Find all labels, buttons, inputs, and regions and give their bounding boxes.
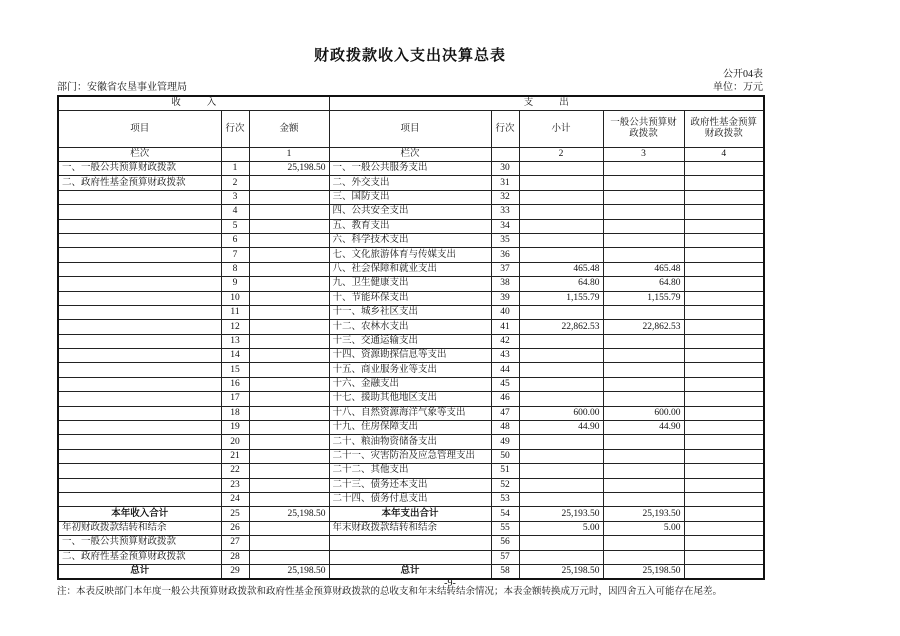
income-amount-cell [249, 392, 329, 406]
fiscal-appropriation-table [57, 95, 765, 580]
income-item-cell [58, 363, 221, 377]
exp-item-cell: 十五、商业服务业等支出 [329, 363, 491, 377]
income-item-cell: 二、政府性基金预算财政拨款 [58, 550, 221, 564]
exp-rowno-cell: 31 [491, 176, 519, 190]
exp-item-cell: 五、教育支出 [329, 219, 491, 233]
exp-rowno-cell: 58 [491, 564, 519, 579]
exp-subtotal-cell [519, 349, 603, 363]
income-amount-cell [249, 233, 329, 247]
income-amount-cell [249, 277, 329, 291]
exp-general-cell: 1,155.79 [603, 291, 684, 305]
income-item-cell: 总计 [58, 564, 221, 579]
exp-general-cell [603, 550, 684, 564]
col-header-income-rowno: 行次 [221, 111, 249, 148]
income-rowno-cell: 24 [221, 492, 249, 506]
exp-subtotal-cell: 600.00 [519, 406, 603, 420]
income-rowno-cell: 20 [221, 435, 249, 449]
footnote: 注：本表反映部门本年度一般公共预算财政拨款和政府性基金预算财政拨款的总收支和年末结转结余情况；本表金额转换成万元时，因四舍五入可能存在尾差。 [57, 587, 723, 598]
table-row [58, 377, 764, 391]
income-amount-cell [249, 536, 329, 550]
income-rowno-cell: 18 [221, 406, 249, 420]
exp-rowno-cell: 40 [491, 305, 519, 319]
exp-subtotal-cell [519, 190, 603, 204]
exp-rowno-cell: 49 [491, 435, 519, 449]
meta-row [57, 81, 763, 94]
exp-rowno-cell: 45 [491, 377, 519, 391]
table-row [58, 349, 764, 363]
income-amount-cell [249, 521, 329, 535]
exp-general-cell [603, 363, 684, 377]
exp-subtotal-cell: 22,862.53 [519, 320, 603, 334]
income-rowno-cell: 13 [221, 334, 249, 348]
exp-general-cell: 600.00 [603, 406, 684, 420]
income-item-cell [58, 233, 221, 247]
exp-subtotal-cell: 44.90 [519, 421, 603, 435]
exp-govfund-cell [684, 334, 764, 348]
exp-rowno-cell: 39 [491, 291, 519, 305]
exp-rowno-cell: 30 [491, 162, 519, 176]
income-amount-cell [249, 449, 329, 463]
exp-govfund-cell [684, 219, 764, 233]
exp-general-cell [603, 349, 684, 363]
exp-general-cell [603, 162, 684, 176]
exp-item-cell: 二十二、其他支出 [329, 464, 491, 478]
exp-general-cell: 5.00 [603, 521, 684, 535]
exp-subtotal-cell [519, 377, 603, 391]
exp-govfund-cell [684, 190, 764, 204]
exp-rowno-cell: 34 [491, 219, 519, 233]
exp-general-cell [603, 305, 684, 319]
exp-item-cell: 三、国防支出 [329, 190, 491, 204]
income-item-cell [58, 435, 221, 449]
exp-general-cell [603, 176, 684, 190]
exp-subtotal-cell [519, 478, 603, 492]
exp-general-cell [603, 478, 684, 492]
col-header-gov-fund-budget: 政府性基金预算财政拨款 [684, 111, 764, 148]
exp-general-cell: 22,862.53 [603, 320, 684, 334]
income-rowno-cell: 14 [221, 349, 249, 363]
exp-item-cell: 二十一、灾害防治及应急管理支出 [329, 449, 491, 463]
column-number-row [58, 148, 764, 162]
exp-rowno-cell: 52 [491, 478, 519, 492]
exp-rowno-cell: 32 [491, 190, 519, 204]
exp-general-cell: 44.90 [603, 421, 684, 435]
exp-rowno-cell: 46 [491, 392, 519, 406]
exp-item-cell: 十二、农林水支出 [329, 320, 491, 334]
exp-item-cell: 十、节能环保支出 [329, 291, 491, 305]
exp-rowno-cell: 48 [491, 421, 519, 435]
exp-general-cell: 465.48 [603, 262, 684, 276]
exp-item-cell: 六、科学技术支出 [329, 233, 491, 247]
income-rowno-cell: 8 [221, 262, 249, 276]
income-rowno-cell: 10 [221, 291, 249, 305]
exp-general-cell [603, 377, 684, 391]
income-item-cell [58, 392, 221, 406]
income-amount-cell [249, 205, 329, 219]
exp-rowno-cell: 56 [491, 536, 519, 550]
lanci-label-exp: 栏次 [329, 148, 491, 162]
income-item-cell [58, 406, 221, 420]
income-item-cell [58, 248, 221, 262]
table-row [58, 363, 764, 377]
table-row [58, 392, 764, 406]
exp-rowno-cell: 44 [491, 363, 519, 377]
income-item-cell [58, 262, 221, 276]
exp-rowno-cell: 33 [491, 205, 519, 219]
exp-subtotal-cell: 465.48 [519, 262, 603, 276]
table-row [58, 305, 764, 319]
income-item-cell: 二、政府性基金预算财政拨款 [58, 176, 221, 190]
exp-item-cell: 七、文化旅游体育与传媒支出 [329, 248, 491, 262]
exp-subtotal-cell [519, 248, 603, 262]
income-amount-cell [249, 377, 329, 391]
income-rowno-cell: 4 [221, 205, 249, 219]
income-item-cell [58, 320, 221, 334]
income-rowno-cell: 22 [221, 464, 249, 478]
income-item-cell [58, 492, 221, 506]
exp-subtotal-cell [519, 334, 603, 348]
exp-general-cell [603, 233, 684, 247]
table-row [58, 233, 764, 247]
exp-item-cell: 总计 [329, 564, 491, 579]
page-number: -9- [444, 578, 456, 589]
income-rowno-cell: 3 [221, 190, 249, 204]
exp-subtotal-cell [519, 449, 603, 463]
lanci-blank-exp [491, 148, 519, 162]
income-rowno-cell: 1 [221, 162, 249, 176]
table-row [58, 248, 764, 262]
income-rowno-cell: 29 [221, 564, 249, 579]
income-amount-cell [249, 176, 329, 190]
page-title: 财政拨款收入支出决算总表 [313, 48, 506, 64]
income-item-cell [58, 205, 221, 219]
column-number-1: 1 [249, 148, 329, 162]
exp-govfund-cell [684, 507, 764, 521]
table-row [58, 421, 764, 435]
income-item-cell [58, 464, 221, 478]
table-row [58, 464, 764, 478]
exp-govfund-cell [684, 464, 764, 478]
exp-subtotal-cell [519, 205, 603, 219]
exp-item-cell: 一、一般公共服务支出 [329, 162, 491, 176]
exp-rowno-cell: 43 [491, 349, 519, 363]
income-item-cell: 一、一般公共预算财政拨款 [58, 162, 221, 176]
exp-rowno-cell: 57 [491, 550, 519, 564]
exp-item-cell: 十三、交通运输支出 [329, 334, 491, 348]
section-header-row [58, 96, 764, 111]
exp-govfund-cell [684, 521, 764, 535]
exp-govfund-cell [684, 176, 764, 190]
lanci-blank-income [221, 148, 249, 162]
income-amount-cell: 25,198.50 [249, 162, 329, 176]
table-row [58, 190, 764, 204]
exp-item-cell: 十七、援助其他地区支出 [329, 392, 491, 406]
exp-subtotal-cell [519, 176, 603, 190]
exp-govfund-cell [684, 262, 764, 276]
table-code-label: 公开04表 [723, 69, 763, 80]
col-header-general-budget: 一般公共预算财政拨款 [603, 111, 684, 148]
exp-general-cell [603, 449, 684, 463]
income-rowno-cell: 19 [221, 421, 249, 435]
exp-general-cell [603, 464, 684, 478]
exp-govfund-cell [684, 536, 764, 550]
income-item-cell [58, 377, 221, 391]
exp-govfund-cell [684, 349, 764, 363]
exp-general-cell [603, 536, 684, 550]
column-header-row [58, 111, 764, 148]
exp-general-cell [603, 392, 684, 406]
income-amount-cell [249, 435, 329, 449]
income-rowno-cell: 25 [221, 507, 249, 521]
table-row [58, 320, 764, 334]
exp-rowno-cell: 38 [491, 277, 519, 291]
income-item-cell [58, 449, 221, 463]
exp-item-cell: 十六、金融支出 [329, 377, 491, 391]
income-amount-cell [249, 492, 329, 506]
exp-subtotal-cell [519, 435, 603, 449]
table-row [58, 205, 764, 219]
income-item-cell [58, 305, 221, 319]
income-rowno-cell: 12 [221, 320, 249, 334]
income-item-cell [58, 190, 221, 204]
income-item-cell [58, 291, 221, 305]
exp-subtotal-cell [519, 464, 603, 478]
income-amount-cell [249, 363, 329, 377]
exp-item-cell: 十九、住房保障支出 [329, 421, 491, 435]
income-rowno-cell: 6 [221, 233, 249, 247]
exp-govfund-cell [684, 550, 764, 564]
income-rowno-cell: 23 [221, 478, 249, 492]
exp-general-cell [603, 334, 684, 348]
exp-govfund-cell [684, 248, 764, 262]
income-amount-cell: 25,198.50 [249, 564, 329, 579]
income-rowno-cell: 17 [221, 392, 249, 406]
col-header-subtotal: 小计 [519, 111, 603, 148]
exp-govfund-cell [684, 377, 764, 391]
exp-item-cell [329, 536, 491, 550]
expenditure-section-header: 支出 [329, 96, 764, 111]
income-rowno-cell: 9 [221, 277, 249, 291]
col-header-income-amount: 金额 [249, 111, 329, 148]
table-row [58, 478, 764, 492]
exp-subtotal-cell: 25,198.50 [519, 564, 603, 579]
exp-item-cell: 九、卫生健康支出 [329, 277, 491, 291]
income-item-cell [58, 478, 221, 492]
exp-general-cell [603, 435, 684, 449]
exp-rowno-cell: 41 [491, 320, 519, 334]
table-row [58, 507, 764, 521]
exp-subtotal-cell [519, 233, 603, 247]
income-rowno-cell: 7 [221, 248, 249, 262]
income-rowno-cell: 16 [221, 377, 249, 391]
department-label: 部门：安徽省农垦事业管理局 [57, 82, 187, 93]
exp-general-cell [603, 205, 684, 219]
table-row [58, 449, 764, 463]
exp-item-cell: 十一、城乡社区支出 [329, 305, 491, 319]
column-number-3: 3 [603, 148, 684, 162]
exp-item-cell: 十八、自然资源海洋气象等支出 [329, 406, 491, 420]
exp-subtotal-cell [519, 392, 603, 406]
exp-item-cell: 二、外交支出 [329, 176, 491, 190]
exp-item-cell: 八、社会保障和就业支出 [329, 262, 491, 276]
column-number-2: 2 [519, 148, 603, 162]
exp-subtotal-cell [519, 162, 603, 176]
table-row [58, 277, 764, 291]
exp-item-cell: 二十三、债务还本支出 [329, 478, 491, 492]
income-rowno-cell: 27 [221, 536, 249, 550]
exp-rowno-cell: 51 [491, 464, 519, 478]
table-row [58, 219, 764, 233]
table-row [58, 334, 764, 348]
exp-rowno-cell: 50 [491, 449, 519, 463]
exp-subtotal-cell [519, 305, 603, 319]
exp-govfund-cell [684, 205, 764, 219]
income-amount-cell [249, 262, 329, 276]
exp-govfund-cell [684, 277, 764, 291]
income-amount-cell [249, 464, 329, 478]
col-header-exp-rowno: 行次 [491, 111, 519, 148]
exp-general-cell [603, 219, 684, 233]
exp-subtotal-cell: 1,155.79 [519, 291, 603, 305]
income-rowno-cell: 5 [221, 219, 249, 233]
table-row [58, 291, 764, 305]
income-item-cell: 本年收入合计 [58, 507, 221, 521]
col-header-exp-item: 项目 [329, 111, 491, 148]
exp-item-cell: 二十、粮油物资储备支出 [329, 435, 491, 449]
table-row [58, 492, 764, 506]
income-amount-cell [249, 248, 329, 262]
income-amount-cell [249, 291, 329, 305]
income-amount-cell [249, 349, 329, 363]
income-item-cell [58, 277, 221, 291]
exp-govfund-cell [684, 392, 764, 406]
exp-subtotal-cell [519, 492, 603, 506]
exp-subtotal-cell: 5.00 [519, 521, 603, 535]
income-rowno-cell: 26 [221, 521, 249, 535]
income-amount-cell [249, 219, 329, 233]
income-rowno-cell: 15 [221, 363, 249, 377]
income-item-cell [58, 334, 221, 348]
exp-item-cell: 年末财政拨款结转和结余 [329, 521, 491, 535]
exp-rowno-cell: 55 [491, 521, 519, 535]
col-header-income-item: 项目 [58, 111, 221, 148]
exp-govfund-cell [684, 162, 764, 176]
exp-item-cell: 四、公共安全支出 [329, 205, 491, 219]
income-section-header: 收入 [58, 96, 329, 111]
exp-item-cell [329, 550, 491, 564]
exp-govfund-cell [684, 421, 764, 435]
exp-rowno-cell: 36 [491, 248, 519, 262]
income-amount-cell [249, 305, 329, 319]
unit-label: 单位：万元 [713, 82, 763, 93]
income-rowno-cell: 2 [221, 176, 249, 190]
exp-govfund-cell [684, 320, 764, 334]
lanci-label-income: 栏次 [58, 148, 221, 162]
table-row [58, 406, 764, 420]
exp-rowno-cell: 53 [491, 492, 519, 506]
exp-govfund-cell [684, 492, 764, 506]
income-amount-cell: 25,198.50 [249, 507, 329, 521]
income-rowno-cell: 28 [221, 550, 249, 564]
exp-general-cell [603, 248, 684, 262]
exp-govfund-cell [684, 233, 764, 247]
income-amount-cell [249, 190, 329, 204]
exp-subtotal-cell: 64.80 [519, 277, 603, 291]
exp-rowno-cell: 54 [491, 507, 519, 521]
table-row [58, 176, 764, 190]
exp-govfund-cell [684, 435, 764, 449]
exp-subtotal-cell [519, 536, 603, 550]
column-number-4: 4 [684, 148, 764, 162]
income-item-cell [58, 349, 221, 363]
table-row [58, 521, 764, 535]
income-item-cell: 年初财政拨款结转和结余 [58, 521, 221, 535]
exp-general-cell: 64.80 [603, 277, 684, 291]
exp-rowno-cell: 35 [491, 233, 519, 247]
income-amount-cell [249, 320, 329, 334]
exp-rowno-cell: 47 [491, 406, 519, 420]
income-item-cell [58, 421, 221, 435]
exp-general-cell [603, 492, 684, 506]
exp-govfund-cell [684, 406, 764, 420]
exp-subtotal-cell [519, 550, 603, 564]
exp-govfund-cell [684, 291, 764, 305]
exp-rowno-cell: 37 [491, 262, 519, 276]
exp-item-cell: 本年支出合计 [329, 507, 491, 521]
exp-item-cell: 十四、资源勘探信息等支出 [329, 349, 491, 363]
exp-govfund-cell [684, 478, 764, 492]
exp-rowno-cell: 42 [491, 334, 519, 348]
table-row [58, 550, 764, 564]
exp-subtotal-cell: 25,193.50 [519, 507, 603, 521]
exp-item-cell: 二十四、债务付息支出 [329, 492, 491, 506]
income-item-cell [58, 219, 221, 233]
exp-subtotal-cell [519, 363, 603, 377]
income-amount-cell [249, 334, 329, 348]
exp-govfund-cell [684, 363, 764, 377]
document-page [57, 0, 763, 598]
exp-govfund-cell [684, 305, 764, 319]
income-rowno-cell: 11 [221, 305, 249, 319]
income-amount-cell [249, 478, 329, 492]
table-row [58, 162, 764, 176]
exp-general-cell: 25,198.50 [603, 564, 684, 579]
exp-govfund-cell [684, 449, 764, 463]
exp-general-cell [603, 190, 684, 204]
table-row [58, 536, 764, 550]
income-item-cell: 一、一般公共预算财政拨款 [58, 536, 221, 550]
income-amount-cell [249, 406, 329, 420]
exp-general-cell: 25,193.50 [603, 507, 684, 521]
table-row [58, 262, 764, 276]
income-amount-cell [249, 550, 329, 564]
table-row [58, 435, 764, 449]
income-amount-cell [249, 421, 329, 435]
income-rowno-cell: 21 [221, 449, 249, 463]
exp-subtotal-cell [519, 219, 603, 233]
